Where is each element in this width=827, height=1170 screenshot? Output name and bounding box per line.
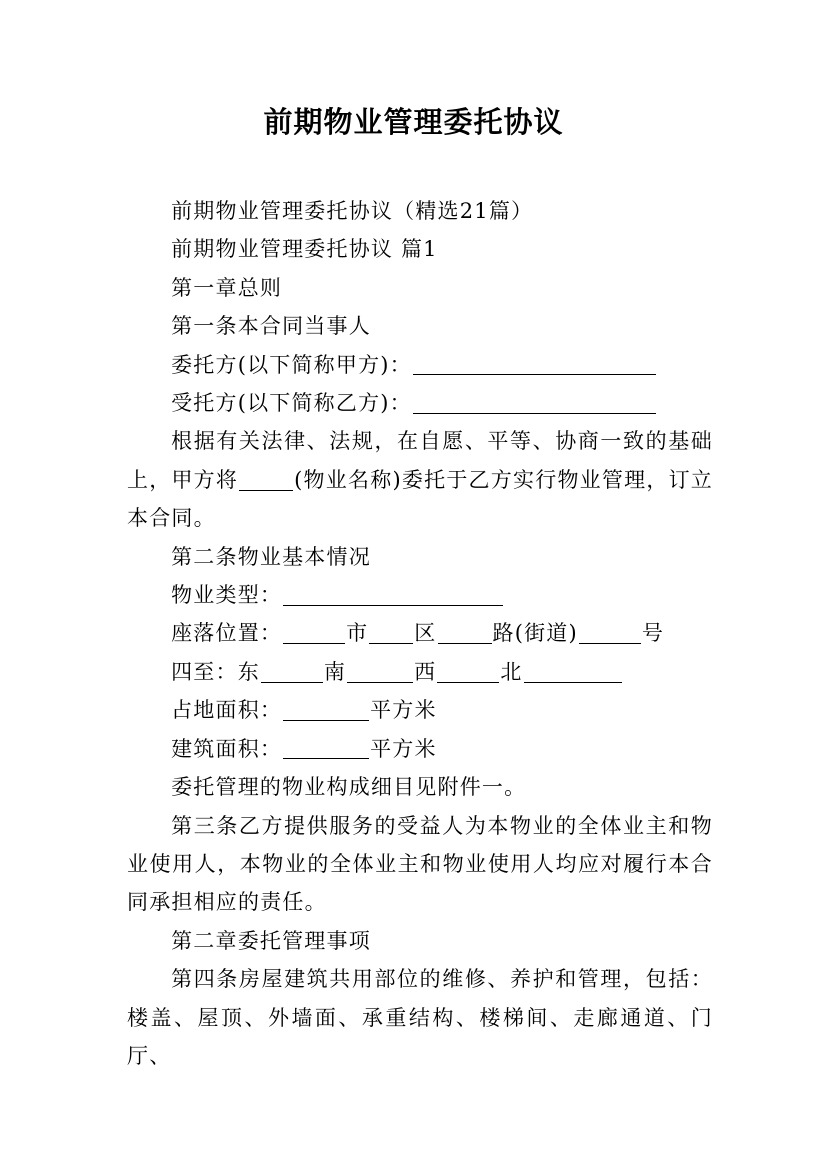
basis-paragraph: 根据有关法律、法规，在自愿、平等、协商一致的基础上，甲方将 (物业名称)委托于乙方实行物业管理，订立本合同。 [127,429,714,531]
section-heading: 前期物业管理委托协议 篇1 [171,237,438,262]
land-area-line: 占地面积： 平方米 [171,698,437,723]
boundary-line: 四至：东 南 西 北 [127,653,713,691]
article-3-paragraph: 第三条乙方提供服务的受益人为本物业的全体业主和物业使用人，本物业的全体业主和物业使用人均应对履行本合同承担相应的责任。 [127,813,713,915]
north-blank [524,660,622,683]
road-blank [438,621,492,644]
city-blank [283,621,345,644]
east-blank [261,660,323,683]
south-blank [347,660,413,683]
document-body [127,192,713,1075]
page-title: 前期物业管理委托协议 [263,105,564,139]
chapter-heading-1: 第一章总则 [171,275,283,300]
party-b-blank [413,391,656,414]
property-type-line: 物业类型： [127,576,713,614]
party-b-line: 受托方(以下简称乙方)： [127,384,713,422]
article-1-heading: 第一条本合同当事人 [171,314,371,339]
party-a-blank [413,352,656,375]
attachment-note: 委托管理的物业构成细目见附件一。 [171,775,527,800]
land-area-blank [283,698,369,721]
property-name-blank [239,468,293,491]
west-blank [437,660,499,683]
article-2-heading: 第二条物业基本情况 [171,544,371,569]
chapter-heading-2: 第二章委托管理事项 [171,928,371,953]
property-type-blank [283,583,503,606]
party-a-line: 委托方(以下简称甲方)： [127,346,713,384]
district-blank [369,621,413,644]
building-area-blank [283,736,369,759]
building-area-line: 建筑面积： 平方米 [171,736,437,761]
number-blank [579,621,641,644]
location-line: 座落位置： 市 区 路(街道) 号 [171,621,665,646]
article-4-paragraph: 第四条房屋建筑共用部位的维修、养护和管理，包括：楼盖、屋顶、外墙面、承重结构、楼梯间、走廊通道、门厅、 [127,967,713,1068]
subtitle-line: 前期物业管理委托协议（精选21篇） [171,199,534,223]
